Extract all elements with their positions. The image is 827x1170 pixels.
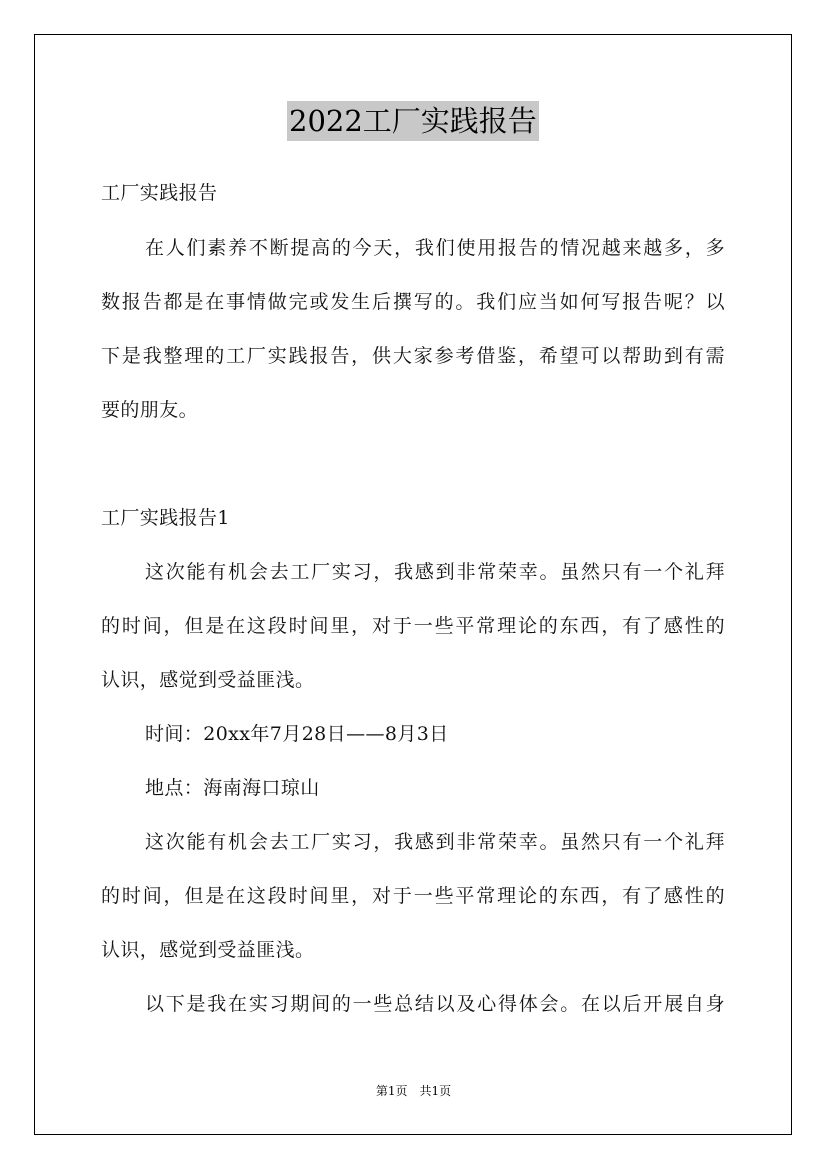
paragraph-line: 以下是我在实习期间的一些总结以及心得体会。在以后开展自身 <box>145 993 725 1015</box>
paragraph-line: 这次能有机会去工厂实习，我感到非常荣幸。虽然只有一个礼拜 <box>145 561 725 583</box>
paragraph-line: 的时间，但是在这段时间里，对于一些平常理论的东西，有了感性的 <box>101 885 725 907</box>
paragraph-line: 要的朋友。 <box>101 399 199 421</box>
paragraph-line: 在人们素养不断提高的今天，我们使用报告的情况越来越多，多 <box>145 237 725 259</box>
section-heading: 工厂实践报告1 <box>101 507 230 529</box>
document-title: 2022工厂实践报告 <box>287 101 539 141</box>
paragraph-line: 这次能有机会去工厂实习，我感到非常荣幸。虽然只有一个礼拜 <box>145 831 725 853</box>
paragraph-line: 数报告都是在事情做完或发生后撰写的。我们应当如何写报告呢？以 <box>101 291 725 313</box>
page-footer: 第1页 共1页 <box>375 1084 452 1098</box>
date-line: 时间：20xx年7月28日——8月3日 <box>145 723 449 745</box>
paragraph-line: 认识，感觉到受益匪浅。 <box>101 939 315 961</box>
section-heading: 工厂实践报告 <box>101 182 218 204</box>
paragraph-line: 的时间，但是在这段时间里，对于一些平常理论的东西，有了感性的 <box>101 615 725 637</box>
paragraph-line: 下是我整理的工厂实践报告，供大家参考借鉴，希望可以帮助到有需 <box>101 345 725 367</box>
location-line: 地点：海南海口琼山 <box>145 777 320 799</box>
paragraph-line: 认识，感觉到受益匪浅。 <box>101 669 315 691</box>
